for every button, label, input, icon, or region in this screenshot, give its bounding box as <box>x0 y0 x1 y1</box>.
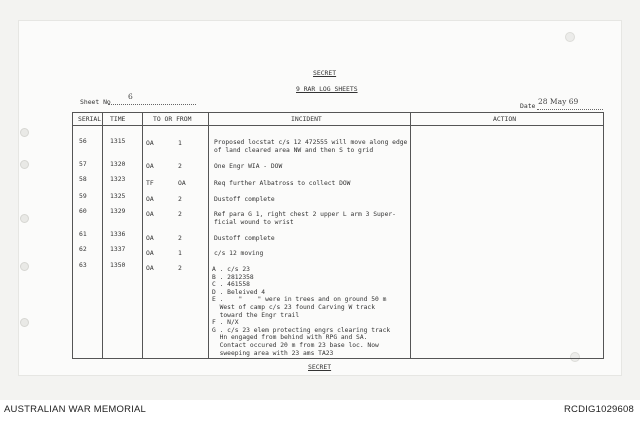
row-incident: A . c/s 23 B . 2812358 C . 461558 D . Beleived 4 E . " " were in trees and on ground 50 m West of camp c/s 23 found Carving W track toward the Engr trail F . N/X G . c/s 23 elem protecting engrs clearing track Hn engaged from behind with RPG and SA. Contact occured 20 m from 23 base loc. Now sweeping area with 23 ams TA23 <box>212 266 391 357</box>
row-serial: 58 <box>79 175 87 183</box>
row-to: OA <box>146 264 154 272</box>
classification-top: SECRET <box>313 69 337 77</box>
table-bottom-rule <box>72 358 604 359</box>
header-time: TIME <box>110 115 126 123</box>
row-time: 1337 <box>110 245 126 253</box>
row-from: 1 <box>178 139 182 147</box>
row-from: 1 <box>178 249 182 257</box>
row-from: 2 <box>178 210 182 218</box>
row-to: TF <box>146 179 154 187</box>
punch-hole <box>20 318 29 327</box>
header-to-from: TO OR FROM <box>153 115 192 123</box>
date-line <box>537 109 603 110</box>
sheet-number: 6 <box>128 92 133 101</box>
punch-hole <box>565 32 575 42</box>
row-incident: c/s 12 moving <box>214 250 264 257</box>
punch-hole <box>570 352 580 362</box>
row-incident: Dustoff complete <box>214 235 275 242</box>
date-label: Date <box>520 102 536 110</box>
archive-id: RCDIG1029608 <box>564 404 634 415</box>
row-to: OA <box>146 234 154 242</box>
punch-hole <box>20 160 29 169</box>
row-serial: 57 <box>79 160 87 168</box>
row-from: 2 <box>178 162 182 170</box>
date-value: 28 May 69 <box>538 97 579 106</box>
row-from: OA <box>178 179 186 187</box>
row-serial: 56 <box>79 137 87 145</box>
row-to: OA <box>146 249 154 257</box>
table-border-right <box>603 112 604 358</box>
document-title: 9 RAR LOG SHEETS <box>296 85 358 93</box>
row-to: OA <box>146 210 154 218</box>
punch-hole <box>20 262 29 271</box>
row-serial: 60 <box>79 207 87 215</box>
row-time: 1350 <box>110 261 126 269</box>
table-header-rule <box>72 125 604 126</box>
row-to: OA <box>146 162 154 170</box>
row-incident: Dustoff complete <box>214 196 275 203</box>
row-time: 1320 <box>110 160 126 168</box>
column-divider <box>142 112 143 358</box>
row-time: 1329 <box>110 207 126 215</box>
row-time: 1325 <box>110 192 126 200</box>
row-to: OA <box>146 195 154 203</box>
sheet-no-line <box>108 104 196 105</box>
row-serial: 62 <box>79 245 87 253</box>
column-divider <box>102 112 103 358</box>
row-incident: Ref para G 1, right chest 2 upper L arm 3 Super- ficial wound to wrist <box>214 211 396 226</box>
row-to: OA <box>146 139 154 147</box>
header-serial: SERIAL <box>78 115 102 123</box>
row-from: 2 <box>178 195 182 203</box>
punch-hole <box>20 128 29 137</box>
row-time: 1336 <box>110 230 126 238</box>
row-serial: 61 <box>79 230 87 238</box>
header-incident: INCIDENT <box>291 115 322 123</box>
column-divider <box>410 112 411 358</box>
archive-credit: AUSTRALIAN WAR MEMORIAL <box>4 404 147 415</box>
classification-bottom: SECRET <box>308 363 332 371</box>
punch-hole <box>20 214 29 223</box>
row-incident: One Engr WIA - DOW <box>214 163 283 170</box>
header-action: ACTION <box>493 115 517 123</box>
row-from: 2 <box>178 234 182 242</box>
sheet-label: Sheet No <box>80 98 111 106</box>
column-divider <box>208 112 209 358</box>
row-incident: Proposed locstat c/s 12 472555 will move along edge of land cleared area NW and then S to grid <box>214 139 408 154</box>
row-serial: 59 <box>79 192 87 200</box>
row-serial: 63 <box>79 261 87 269</box>
row-time: 1323 <box>110 175 126 183</box>
table-top-rule <box>72 112 604 113</box>
row-incident: Req further Albatross to collect DOW <box>214 180 351 187</box>
row-from: 2 <box>178 264 182 272</box>
row-time: 1315 <box>110 137 126 145</box>
table-border-left <box>72 112 73 358</box>
